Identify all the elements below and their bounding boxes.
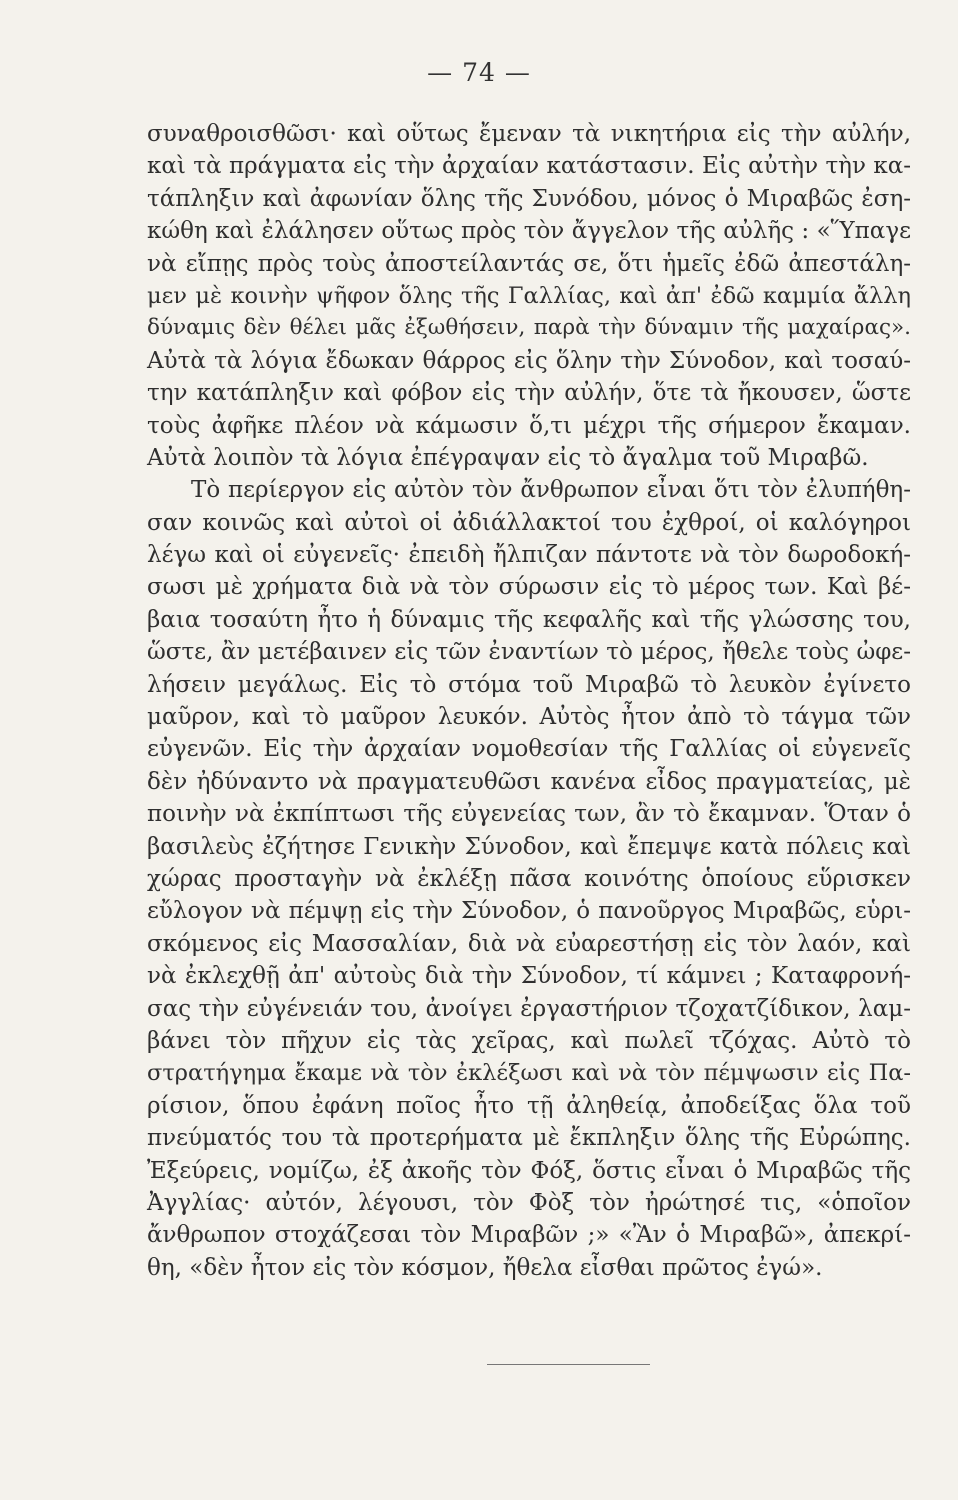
- text-line: τάπληξιν καὶ ἀφωνίαν ὅλης τῆς Συνόδου, μόνος ὁ Μιραβῶς ἐση-: [147, 185, 911, 212]
- text-line: δὲν ἠδύναντο νὰ πραγματευθῶσι κανένα εἶδος πραγματείας, μὲ: [147, 768, 911, 795]
- text-line: νὰ ἐκλεχθῇ ἀπ' αὐτοὺς διὰ τὴν Σύνοδον, τί κάμνει ; Καταφρονή-: [147, 963, 911, 990]
- text-line: ποινὴν νὰ ἐκπίπτωσι τῆς εὐγενείας των, ἂν τὸ ἔκαμναν. Ὅταν ὁ: [147, 801, 911, 828]
- text-line: σκόμενος εἰς Μασσαλίαν, διὰ νὰ εὐαρεστήσῃ εἰς τὸν λαόν, καὶ: [147, 930, 911, 957]
- text-line: λέγω καὶ οἱ εὐγενεῖς· ἐπειδὴ ἤλπιζαν πάντοτε νὰ τὸν δωροδοκή-: [147, 542, 911, 569]
- text-line: την κατάπληξιν καὶ φόβον εἰς τὴν αὐλήν, ὅτε τὰ ἤκουσεν, ὥστε: [147, 380, 911, 407]
- text-line: τοὺς ἀφῆκε πλέον νὰ κάμωσιν ὅ,τι μέχρι τῆς σήμερον ἔκαμαν.: [147, 412, 911, 439]
- text-line: σας τὴν εὐγένειάν του, ἀνοίγει ἐργαστήριον τζοχατζίδικον, λαμ-: [147, 995, 911, 1022]
- text-line: δύναμις δὲν θέλει μᾶς ἐξωθήσειν, παρὰ τὴν δύναμιν τῆς μαχαίρας».: [147, 315, 911, 341]
- text-line: Αὐτὰ τὰ λόγια ἔδωκαν θάρρος εἰς ὅλην τὴν Σύνοδον, καὶ τοσαύ-: [147, 347, 911, 374]
- text-line: θη, «δὲν ἦτον εἰς τὸν κόσμον, ἤθελα εἶσθαι πρῶτος ἐγώ».: [147, 1254, 823, 1281]
- text-line: χώρας προσταγὴν νὰ ἐκλέξῃ πᾶσα κοινότης ὁποίους εὕρισκεν: [147, 865, 911, 892]
- text-line: μεν μὲ κοινὴν ψῆφον ὅλης τῆς Γαλλίας, καὶ ἀπ' ἐδῶ καμμία ἄλλη: [147, 282, 911, 309]
- text-line: Τὸ περίεργον εἰς αὐτὸν τὸν ἄνθρωπον εἶναι ὅτι τὸν ἐλυπήθη-: [191, 477, 911, 504]
- text-line: μαῦρον, καὶ τὸ μαῦρον λευκόν. Αὐτὸς ἦτον ἀπὸ τὸ τάγμα τῶν: [147, 704, 911, 731]
- text-line: κώθη καὶ ἐλάλησεν οὕτως πρὸς τὸν ἄγγελον τῆς αὐλῆς : «Ὕπαγε: [147, 218, 911, 245]
- text-line: βασιλεὺς ἐζήτησε Γενικὴν Σύνοδον, καὶ ἔπεμψε κατὰ πόλεις καὶ: [147, 833, 911, 860]
- text-line: καὶ τὰ πράγματα εἰς τὴν ἀρχαίαν κατάστασιν. Εἰς αὐτὴν τὴν κα-: [147, 153, 911, 180]
- text-line: εὔλογον νὰ πέμψῃ εἰς τὴν Σύνοδον, ὁ πανοῦργος Μιραβῶς, εὑρι-: [147, 898, 911, 925]
- text-line: Ἐξεύρεις, νομίζω, ἐξ ἀκοῆς τὸν Φόξ, ὅστις εἶναι ὁ Μιραβῶς τῆς: [147, 1157, 911, 1184]
- text-line: στρατήγημα ἔκαμε νὰ τὸν ἐκλέξωσι καὶ νὰ τὸν πέμψωσιν εἰς Πα-: [147, 1060, 911, 1087]
- text-line: εὐγενῶν. Εἰς τὴν ἀρχαίαν νομοθεσίαν τῆς Γαλλίας οἱ εὐγενεῖς: [147, 736, 911, 763]
- text-line: ρίσιον, ὅπου ἐφάνη ποῖος ἦτο τῇ ἀληθείᾳ, ἀποδείξας ὅλα τοῦ: [147, 1092, 911, 1119]
- text-line: Ἀγγλίας· αὐτόν, λέγουσι, τὸν Φὸξ τὸν ἠρώτησέ τις, «ὁποῖον: [147, 1189, 911, 1216]
- text-line: πνεύματός του τὰ προτερήματα μὲ ἔκπληξιν ὅλης τῆς Εὐρώπης.: [147, 1125, 911, 1152]
- text-line: ἄνθρωπον στοχάζεσαι τὸν Μιραβῶν ;» «Ἂν ὁ Μιραβῶ», ἀπεκρί-: [147, 1222, 911, 1249]
- body-text: [147, 118, 911, 1284]
- text-line: συναθροισθῶσι· καὶ οὕτως ἔμεναν τὰ νικητήρια εἰς τὴν αὐλήν,: [147, 121, 911, 147]
- text-line: νὰ εἴπῃς πρὸς τοὺς ἀποστείλαντάς σε, ὅτι ἡμεῖς ἐδῶ ἀπεστάλη-: [147, 250, 911, 277]
- text-line: σωσι μὲ χρήματα διὰ νὰ τὸν σύρωσιν εἰς τὸ μέρος των. Καὶ βέ-: [147, 574, 911, 601]
- text-line: λήσειν μεγάλως. Εἰς τὸ στόμα τοῦ Μιραβῶ τὸ λευκὸν ἐγίνετο: [147, 671, 911, 698]
- end-rule: [487, 1364, 650, 1365]
- text-line: ὥστε, ἂν μετέβαινεν εἰς τῶν ἐναντίων τὸ μέρος, ἤθελε τοὺς ὠφε-: [147, 639, 911, 666]
- page-number: — 74 —: [427, 58, 531, 87]
- text-line: βάνει τὸν πῆχυν εἰς τὰς χεῖρας, καὶ πωλεῖ τζόχας. Αὐτὸ τὸ: [147, 1027, 911, 1054]
- text-line: βαια τοσαύτη ἦτο ἡ δύναμις τῆς κεφαλῆς καὶ τῆς γλώσσης του,: [147, 606, 911, 633]
- text-line: Αὐτὰ λοιπὸν τὰ λόγια ἐπέγραψαν εἰς τὸ ἄγαλμα τοῦ Μιραβῶ.: [147, 444, 869, 471]
- text-line: σαν κοινῶς καὶ αὐτοὶ οἱ ἀδιάλλακτοί του ἐχθροί, οἱ καλόγηροι: [147, 509, 911, 536]
